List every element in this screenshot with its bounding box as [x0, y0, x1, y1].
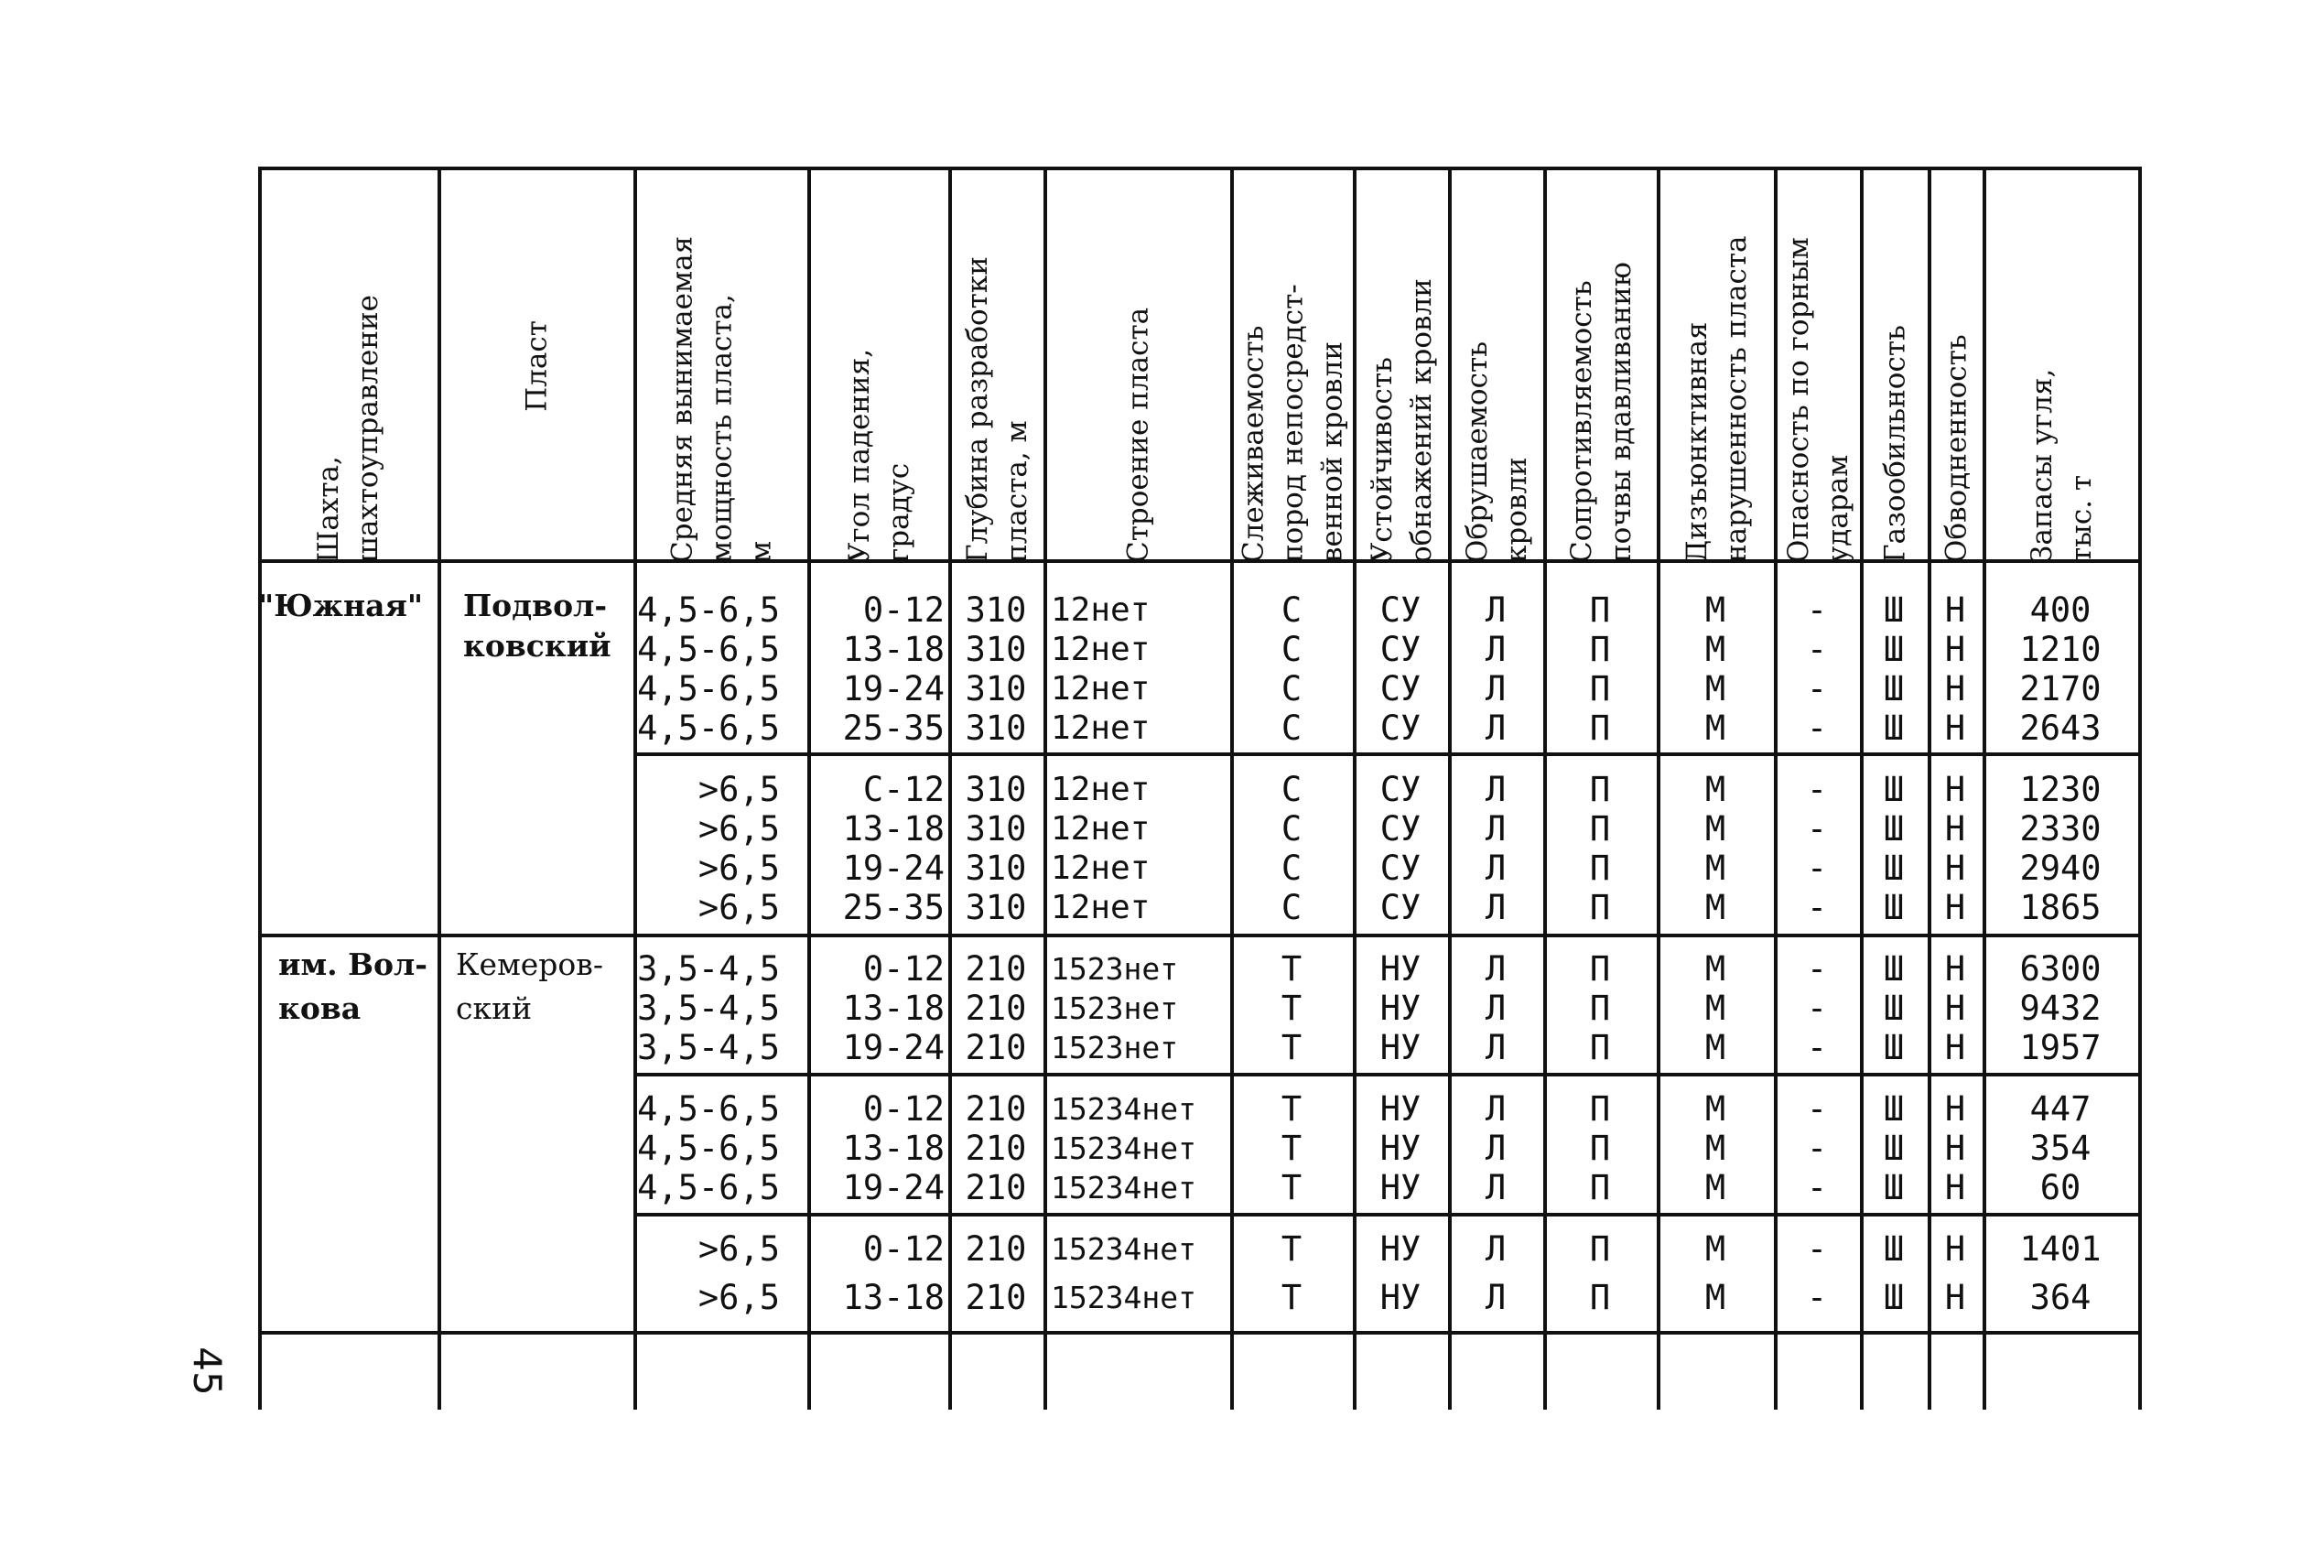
cell-roof-caving: Л — [1485, 1089, 1507, 1129]
cell-thickness: 4,5-6,5 — [637, 590, 780, 630]
header-rockburst: Опасность по горным ударам — [1782, 237, 1854, 563]
cell-thickness: 4,5-6,5 — [637, 708, 780, 748]
cell-depth: 210 — [965, 1168, 1027, 1207]
column-rule — [2138, 167, 2142, 1410]
cell-dip-angle: 19-24 — [842, 669, 945, 708]
group-rule — [633, 1073, 2142, 1076]
cell-thickness: >6,5 — [697, 849, 780, 888]
cell-roof-caving: Л — [1485, 1129, 1507, 1168]
cell-reserves: 6300 — [2019, 949, 2102, 989]
cell-roof-stability: СУ — [1379, 888, 1421, 927]
cell-disjunctive: М — [1704, 590, 1726, 630]
cell-caking: Т — [1281, 1229, 1303, 1269]
cell-reserves: 60 — [2039, 1168, 2081, 1207]
cell-roof-caving: Л — [1485, 1028, 1507, 1067]
cell-thickness: 4,5-6,5 — [637, 1129, 780, 1168]
cell-roof-caving: Л — [1485, 1168, 1507, 1207]
seam-name-podvolkovsky: Подвол- ковский — [463, 588, 611, 664]
cell-thickness: 3,5-4,5 — [637, 1028, 780, 1067]
cell-roof-stability: СУ — [1379, 590, 1421, 630]
header-depth: Глубина разработки пласта, м — [961, 256, 1033, 563]
cell-floor-resistance: П — [1589, 590, 1611, 630]
cell-dip-angle: 13-18 — [842, 1278, 945, 1317]
cell-rockburst: - — [1806, 590, 1828, 630]
cell-gas: Ш — [1883, 809, 1905, 849]
cell-dip-angle: 0-12 — [862, 949, 945, 989]
cell-disjunctive: М — [1704, 888, 1726, 927]
cell-water: Н — [1944, 669, 1966, 708]
cell-rockburst: - — [1806, 708, 1828, 748]
cell-structure: 1523нет — [1051, 1030, 1179, 1065]
cell-gas: Ш — [1883, 708, 1905, 748]
cell-disjunctive: М — [1704, 1028, 1726, 1067]
cell-caking: С — [1281, 590, 1303, 630]
cell-reserves: 364 — [2029, 1278, 2092, 1317]
cell-structure: 12нет — [1051, 810, 1151, 848]
cell-rockburst: - — [1806, 949, 1828, 989]
cell-rockburst: - — [1806, 630, 1828, 669]
cell-dip-angle: 19-24 — [842, 849, 945, 888]
cell-floor-resistance: П — [1589, 1278, 1611, 1317]
cell-caking: С — [1281, 630, 1303, 669]
cell-structure: 1523нет — [1051, 951, 1179, 987]
cell-roof-stability: НУ — [1379, 1168, 1421, 1207]
cell-thickness: 3,5-4,5 — [637, 989, 780, 1028]
header-caking: Слеживаемость пород непосредст- венной кровли — [1237, 284, 1349, 563]
cell-gas: Ш — [1883, 1028, 1905, 1067]
cell-depth: 310 — [965, 770, 1027, 809]
header-reserves: Запасы угля, тыс. т — [2026, 368, 2098, 563]
cell-thickness: 4,5-6,5 — [637, 1089, 780, 1129]
cell-floor-resistance: П — [1589, 708, 1611, 748]
mine-separator-rule — [258, 934, 2142, 937]
cell-floor-resistance: П — [1589, 770, 1611, 809]
cell-disjunctive: М — [1704, 669, 1726, 708]
cell-structure: 1523нет — [1051, 990, 1179, 1026]
cell-roof-stability: СУ — [1379, 849, 1421, 888]
cell-thickness: >6,5 — [697, 888, 780, 927]
cell-reserves: 1957 — [2019, 1028, 2102, 1067]
cell-disjunctive: М — [1704, 809, 1726, 849]
cell-roof-stability: СУ — [1379, 809, 1421, 849]
cell-gas: Ш — [1883, 630, 1905, 669]
cell-water: Н — [1944, 989, 1966, 1028]
cell-water: Н — [1944, 809, 1966, 849]
cell-caking: Т — [1281, 1129, 1303, 1168]
cell-disjunctive: М — [1704, 849, 1726, 888]
cell-gas: Ш — [1883, 1278, 1905, 1317]
cell-roof-stability: НУ — [1379, 1089, 1421, 1129]
cell-depth: 210 — [965, 1129, 1027, 1168]
cell-gas: Ш — [1883, 989, 1905, 1028]
cell-reserves: 354 — [2029, 1129, 2092, 1168]
cell-roof-stability: СУ — [1379, 770, 1421, 809]
cell-depth: 310 — [965, 669, 1027, 708]
mine-name-volkova: им. Вол- кова — [278, 946, 427, 1026]
cell-gas: Ш — [1883, 949, 1905, 989]
header-roof-stability: Устойчивость обнажений кровли — [1366, 278, 1438, 563]
header-floor-resistance: Сопротивляемость почвы вдавливанию — [1565, 262, 1638, 563]
cell-thickness: 4,5-6,5 — [637, 630, 780, 669]
cell-dip-angle: 19-24 — [842, 1028, 945, 1067]
cell-thickness: >6,5 — [697, 1229, 780, 1269]
cell-caking: С — [1281, 888, 1303, 927]
cell-caking: С — [1281, 849, 1303, 888]
cell-dip-angle: 13-18 — [842, 989, 945, 1028]
header-mine: Шахта, шахтоуправление — [312, 295, 384, 563]
cell-reserves: 447 — [2029, 1089, 2092, 1129]
cell-rockburst: - — [1806, 888, 1828, 927]
cell-dip-angle: 13-18 — [842, 1129, 945, 1168]
cell-structure: 12нет — [1051, 631, 1151, 668]
cell-reserves: 2170 — [2019, 669, 2102, 708]
cell-thickness: 4,5-6,5 — [637, 669, 780, 708]
cell-thickness: >6,5 — [697, 809, 780, 849]
cell-dip-angle: 25-35 — [842, 888, 945, 927]
group-rule — [633, 752, 2142, 756]
cell-gas: Ш — [1883, 669, 1905, 708]
cell-depth: 310 — [965, 849, 1027, 888]
cell-disjunctive: М — [1704, 770, 1726, 809]
cell-structure: 15234нет — [1051, 1091, 1196, 1127]
cell-depth: 210 — [965, 1028, 1027, 1067]
cell-roof-stability: НУ — [1379, 949, 1421, 989]
cell-floor-resistance: П — [1589, 989, 1611, 1028]
mine-name-yuzhnaya: "Южная" — [258, 588, 424, 623]
cell-depth: 310 — [965, 590, 1027, 630]
cell-water: Н — [1944, 1028, 1966, 1067]
cell-dip-angle: 0-12 — [862, 1229, 945, 1269]
cell-roof-caving: Л — [1485, 1229, 1507, 1269]
cell-water: Н — [1944, 849, 1966, 888]
cell-roof-caving: Л — [1485, 630, 1507, 669]
cell-reserves: 1210 — [2019, 630, 2102, 669]
cell-gas: Ш — [1883, 1168, 1905, 1207]
cell-dip-angle: 25-35 — [842, 708, 945, 748]
document-page: 4,5-6,5 0-12 310 12нет С СУ Л П М - Ш Н 400 4,5-6,5 13-18 310 12нет С СУ Л П М - Ш Н 1210 4,5-6,5 19-24 310 12нет С СУ Л П М - Ш Н 2170 4,5-6,5 25-35 310 12нет С СУ Л П М - Ш Н 2643 >6,5 С-12 310 12нет С СУ Л П М - Ш Н 1230 >6,5 13-18 310 12нет С СУ Л П М - Ш Н 2330 >6,5 19-24 310 12нет С СУ Л П М - Ш Н 2940 >6,5 25-35 310 12нет С СУ Л П М - Ш Н 1865 3,5-4,5 0-12 210 1523нет Т НУ Л П М - Ш Н 6300 3,5-4,5 13-18 210 1523нет Т НУ Л П М - Ш Н 9432 3,5-4,5 19-24 210 1523нет Т НУ Л П М - Ш Н 1957 4,5-6,5 0-12 210 15234нет Т НУ Л П М - Ш Н 447 4,5-6,5 13-18 210 15234нет Т НУ Л П М - Ш Н 354 4,5-6,5 19-24 210 15234нет Т НУ Л П М - Ш Н 60 >6,5 0-12 210 15234нет Т НУ Л П М - Ш Н 1401 >6,5 13-18 210 15234нет Т НУ Л П М - Ш Н 364 Шахта, шахтоуправление Пласт Средняя вынимаемая мощность пласта, м Угол падения, градус Глубина разработки пласта, м Строение пласта Слеживаемость пород непосредст- венной кровли Устойчивость обнажений кровли Обрушаемость кровли Сопротивляемость почвы вдавливанию Дизъюнктивная нарушенность пласта Опасность по горным ударам Газообильность Обводненность Запасы угля, тыс. т "Южная" Подвол- ковский им. Вол- кова Кемеров- ский 45 — [0, 0, 2324, 1568]
cell-caking: С — [1281, 708, 1303, 748]
cell-structure: 12нет — [1051, 670, 1151, 708]
cell-gas: Ш — [1883, 770, 1905, 809]
cell-water: Н — [1944, 1168, 1966, 1207]
cell-roof-caving: Л — [1485, 590, 1507, 630]
header-water: Обводненность — [1940, 334, 1973, 563]
cell-roof-caving: Л — [1485, 708, 1507, 748]
cell-water: Н — [1944, 949, 1966, 989]
cell-roof-stability: СУ — [1379, 708, 1421, 748]
cell-structure: 15234нет — [1051, 1130, 1196, 1166]
cell-disjunctive: М — [1704, 989, 1726, 1028]
cell-floor-resistance: П — [1589, 1089, 1611, 1129]
cell-roof-caving: Л — [1485, 949, 1507, 989]
cell-disjunctive: М — [1704, 630, 1726, 669]
cell-structure: 15234нет — [1051, 1231, 1196, 1267]
cell-water: Н — [1944, 708, 1966, 748]
cell-structure: 12нет — [1051, 591, 1151, 629]
header-gas: Газообильность — [1878, 325, 1912, 563]
cell-floor-resistance: П — [1589, 1028, 1611, 1067]
cell-rockburst: - — [1806, 1129, 1828, 1168]
cell-thickness: 4,5-6,5 — [637, 1168, 780, 1207]
cell-rockburst: - — [1806, 809, 1828, 849]
cell-depth: 310 — [965, 708, 1027, 748]
cell-water: Н — [1944, 1278, 1966, 1317]
cell-roof-caving: Л — [1485, 888, 1507, 927]
cell-disjunctive: М — [1704, 1278, 1726, 1317]
cell-gas: Ш — [1883, 849, 1905, 888]
cell-roof-stability: НУ — [1379, 1278, 1421, 1317]
cell-water: Н — [1944, 770, 1966, 809]
cell-structure: 12нет — [1051, 709, 1151, 747]
cell-gas: Ш — [1883, 1089, 1905, 1129]
cell-roof-caving: Л — [1485, 770, 1507, 809]
cell-caking: Т — [1281, 1089, 1303, 1129]
cell-roof-stability: НУ — [1379, 1028, 1421, 1067]
cell-caking: Т — [1281, 1278, 1303, 1317]
cell-gas: Ш — [1883, 888, 1905, 927]
cell-reserves: 2643 — [2019, 708, 2102, 748]
cell-structure: 12нет — [1051, 889, 1151, 926]
cell-floor-resistance: П — [1589, 849, 1611, 888]
cell-reserves: 2330 — [2019, 809, 2102, 849]
table-body-bottom-rule — [258, 1331, 2142, 1335]
cell-depth: 210 — [965, 1089, 1027, 1129]
cell-depth: 210 — [965, 1278, 1027, 1317]
cell-dip-angle: 0-12 — [862, 590, 945, 630]
cell-gas: Ш — [1883, 590, 1905, 630]
cell-rockburst: - — [1806, 989, 1828, 1028]
cell-reserves: 2940 — [2019, 849, 2102, 888]
cell-roof-stability: НУ — [1379, 1129, 1421, 1168]
cell-caking: С — [1281, 770, 1303, 809]
header-thickness: Средняя вынимаемая мощность пласта, м — [665, 235, 778, 563]
cell-depth: 210 — [965, 989, 1027, 1028]
cell-depth: 210 — [965, 949, 1027, 989]
header-seam-structure: Строение пласта — [1121, 307, 1155, 563]
cell-caking: Т — [1281, 1168, 1303, 1207]
cell-roof-stability: СУ — [1379, 669, 1421, 708]
cell-water: Н — [1944, 1089, 1966, 1129]
cell-caking: С — [1281, 669, 1303, 708]
cell-floor-resistance: П — [1589, 669, 1611, 708]
cell-structure: 15234нет — [1051, 1280, 1196, 1315]
cell-reserves: 1865 — [2019, 888, 2102, 927]
cell-dip-angle: 13-18 — [842, 809, 945, 849]
cell-depth: 310 — [965, 888, 1027, 927]
cell-reserves: 1230 — [2019, 770, 2102, 809]
cell-structure: 12нет — [1051, 849, 1151, 887]
cell-caking: Т — [1281, 949, 1303, 989]
cell-caking: Т — [1281, 989, 1303, 1028]
cell-disjunctive: М — [1704, 1129, 1726, 1168]
cell-rockburst: - — [1806, 1089, 1828, 1129]
cell-water: Н — [1944, 1129, 1966, 1168]
cell-structure: 15234нет — [1051, 1170, 1196, 1206]
cell-structure: 12нет — [1051, 771, 1151, 808]
cell-water: Н — [1944, 590, 1966, 630]
cell-rockburst: - — [1806, 1229, 1828, 1269]
cell-rockburst: - — [1806, 1028, 1828, 1067]
cell-floor-resistance: П — [1589, 1168, 1611, 1207]
cell-caking: Т — [1281, 1028, 1303, 1067]
group-rule — [633, 1213, 2142, 1217]
cell-rockburst: - — [1806, 770, 1828, 809]
cell-rockburst: - — [1806, 1168, 1828, 1207]
cell-floor-resistance: П — [1589, 1229, 1611, 1269]
header-disjunctive: Дизъюнктивная нарушенность пласта — [1681, 235, 1753, 563]
cell-depth: 310 — [965, 630, 1027, 669]
cell-water: Н — [1944, 630, 1966, 669]
cell-roof-stability: НУ — [1379, 1229, 1421, 1269]
seam-name-kemerovsky: Кемеров- ский — [456, 946, 603, 1026]
cell-disjunctive: М — [1704, 1168, 1726, 1207]
cell-floor-resistance: П — [1589, 888, 1611, 927]
cell-dip-angle: 0-12 — [862, 1089, 945, 1129]
cell-roof-caving: Л — [1485, 1278, 1507, 1317]
cell-thickness: >6,5 — [697, 770, 780, 809]
cell-water: Н — [1944, 888, 1966, 927]
cell-roof-stability: НУ — [1379, 989, 1421, 1028]
cell-rockburst: - — [1806, 669, 1828, 708]
header-roof-caving: Обрушаемость кровли — [1461, 341, 1533, 563]
cell-reserves: 9432 — [2019, 989, 2102, 1028]
cell-water: Н — [1944, 1229, 1966, 1269]
cell-roof-caving: Л — [1485, 989, 1507, 1028]
header-dip-angle: Угол падения, градус — [843, 348, 915, 563]
header-seam: Пласт — [520, 320, 554, 412]
cell-gas: Ш — [1883, 1229, 1905, 1269]
cell-floor-resistance: П — [1589, 630, 1611, 669]
cell-gas: Ш — [1883, 1129, 1905, 1168]
cell-disjunctive: М — [1704, 1089, 1726, 1129]
cell-roof-caving: Л — [1485, 669, 1507, 708]
cell-roof-caving: Л — [1485, 809, 1507, 849]
cell-rockburst: - — [1806, 849, 1828, 888]
cell-floor-resistance: П — [1589, 949, 1611, 989]
cell-rockburst: - — [1806, 1278, 1828, 1317]
cell-depth: 210 — [965, 1229, 1027, 1269]
cell-disjunctive: М — [1704, 708, 1726, 748]
cell-roof-caving: Л — [1485, 849, 1507, 888]
cell-dip-angle: 19-24 — [842, 1168, 945, 1207]
cell-disjunctive: М — [1704, 949, 1726, 989]
cell-dip-angle: 13-18 — [842, 630, 945, 669]
cell-thickness: >6,5 — [697, 1278, 780, 1317]
cell-reserves: 400 — [2029, 590, 2092, 630]
cell-reserves: 1401 — [2019, 1229, 2102, 1269]
cell-roof-stability: СУ — [1379, 630, 1421, 669]
cell-disjunctive: М — [1704, 1229, 1726, 1269]
cell-dip-angle: С-12 — [862, 770, 945, 809]
cell-floor-resistance: П — [1589, 1129, 1611, 1168]
cell-thickness: 3,5-4,5 — [637, 949, 780, 989]
cell-caking: С — [1281, 809, 1303, 849]
cell-depth: 310 — [965, 809, 1027, 849]
cell-floor-resistance: П — [1589, 809, 1611, 849]
